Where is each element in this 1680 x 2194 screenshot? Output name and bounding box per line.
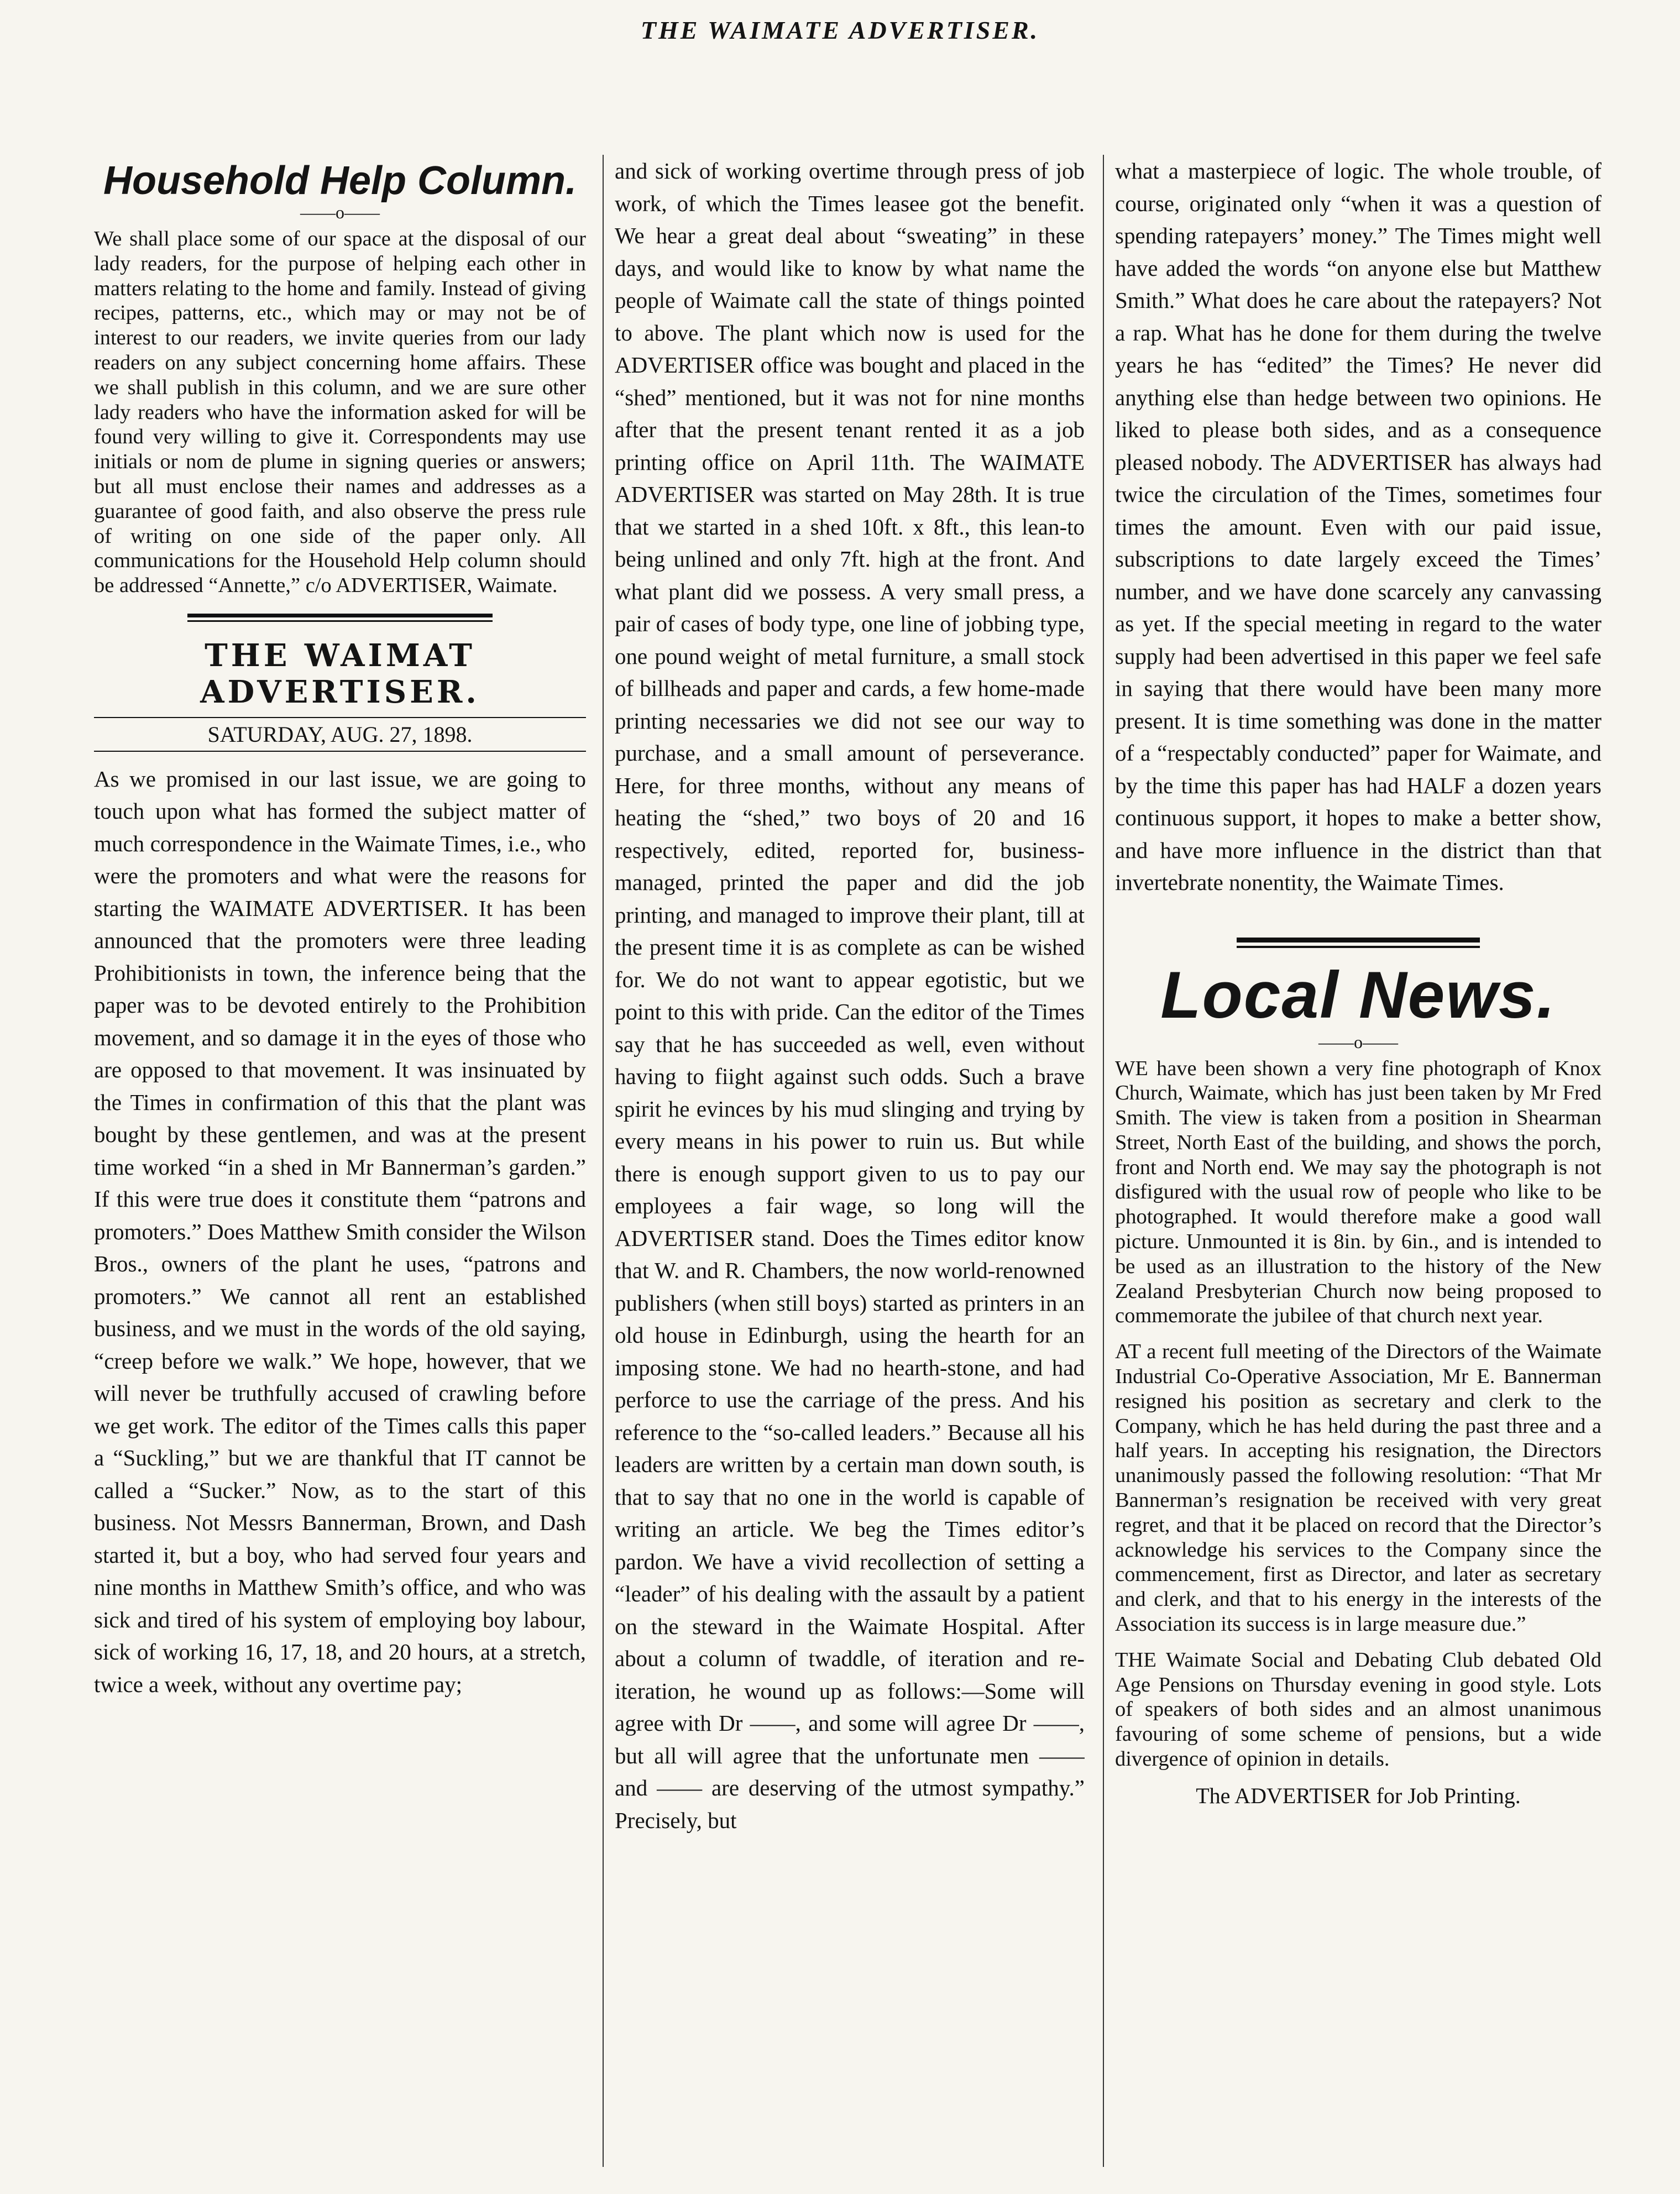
editorial-col-1: As we promised in our last issue, we are going to touch upon what has formed the subject matter of much correspondence in the Waimate Times, i.e., who were the promoters and what were the reasons for starting the WAIMATE ADVERTISER. It has been announced that the promoters were three leading Prohibitionists in town, the inference being that the paper was to be devoted entirely to the Prohibition movement, and so damage it in the eyes of those who are opposed to that movement. It was insinuated by the Times in confirmation of this that the plant was bought by these gentlemen, and was at the present time worked “in a shed in Mr Bannerman’s garden.” If this were true does it constitute them “patrons and promoters.” Does Matthew Smith consider the Wilson Bros., owners of the plant he uses, “patrons and promoters.” We cannot all rent an established business, and we must in the words of the old saying, “creep before we walk.” We hope, however, that we will never be truthfully accused of crawling before we get work. The editor of the Times calls this paper a “Suckling,” but we are thankful that IT cannot be called a “Sucker.” Now, as to the start of this business. Not Messrs Bannerman, Brown, and Dash started it, but a boy, who had served four years and nine months in Matthew Smith’s office, and who was sick and tired of his system of employing boy labour, sick of working 16, 17, 18, and 20 hours, at a stretch, twice a week, without any overtime pay; (94, 766, 586, 1697)
masthead: THE WAIMAT ADVERTISER. (200, 637, 480, 710)
section-divider: ——o—— (1318, 1031, 1398, 1052)
editorial-col-3: what a masterpiece of logic. The whole trouble, of course, originated only “when it was a question of spending ratepayers’ money.” The Times might well have added the words “on anyone else but Matthew Smith.” What does he care about the ratepayers? Not a rap. What has he done for them during the twelve years he has “edited” the Times? He never did anything else than hedge between two opinions. He liked to please both sides, and as a consequence pleased nobody. The ADVERTISER has always had twice the circulation of the Times, sometimes four times the amount. Even with our paid issue, subscriptions to date largely exceed the Times’ number, and we have done scarcely any canvassing as yet. If the special meeting in regard to the water supply had been advertised in this paper we feel safe in saying that there would have been many more present. It is time something was done in the matter of a “respectably conducted” paper for Waimate, and by the time this paper has had HALF a dozen years continuous support, it hopes to make a better show, and have more influence in the district than that invertebrate nonentity, the Waimate Times. (1115, 158, 1602, 895)
column-3 (1103, 155, 1602, 2167)
news-item: WE have been shown a very fine photograph of Knox Church, Waimate, which has just been taken by Mr Fred Smith. The view is taken from a position in Shearman Street, North East of the building, and shows the porch, front and North end. We may say the photograph is not disfigured with the usual row of people who like to be photographed. It would therefore make a good wall picture. Unmounted it is 8in. by 6in., and is intended to be used as an illustration to the history of the New Zealand Presbyterian Church now being proposed to commemorate the jubilee of that church next year. (1115, 1056, 1602, 1328)
column-2 (603, 155, 1085, 2167)
local-news-title: Local News. (1160, 957, 1556, 1032)
household-help-title: Household Help Column. (103, 159, 577, 203)
double-rule (1237, 938, 1480, 948)
news-item: THE Waimate Social and Debating Club debated Old Age Pensions on Thursday evening in good style. Lots of speakers of both sides and an almost unanimous favouring of some scheme of pensions, but a wide divergence of opinion in details. (1115, 1648, 1602, 1771)
editorial-col-2: and sick of working overtime through press of job work, of which the Times leasee got the benefit. We hear a great deal about “sweating” in these days, and would like to know by what name the people of Waimate call the state of things pointed to above. The plant which now is used for the ADVERTISER office was bought and placed in the “shed” mentioned, but it was not for nine months after that the present tenant rented it as a job printing office on April 11th. The WAIMATE ADVERTISER was started on May 28th. It is true that we started in a shed 10ft. x 8ft., this lean-to being unlined and only 7ft. high at the front. And what plant did we possess. A very small press, a pair of cases of body type, one line of jobbing type, one pound weight of metal furniture, a small stock of billheads and paper and cards, a few home-made printing necessaries we did not see our way to purchase, and a small amount of perseverance. Here, for three months, without any means of heating the “shed,” two boys of 20 and 16 respectively, edited, reported for, business-managed, printed the paper and did the job printing, and managed to improve their plant, till at the present time it is as complete as can be wished for. We do not want to appear egotistic, but we point to this with pride. Can the editor of the Times say that he has succeeded as well, even without having to fiight against such odds. Such a brave spirit he evinces by his mud slinging and trying by every means in his power to ruin us. But while there is enough support given to us to pay our employees a fair wage, so long will the ADVERTISER stand. Does the Times editor know that W. and R. Chambers, the now world-renowned publishers (when still boys) started as printers in an old house in Edinburgh, using the hearth for an imposing stone. We had no hearth-stone, and had perforce to use the carriage of the press. And his reference to the “so-called leaders.” Because all his leaders are written by a certain man down south, is that to say that no one in the world is capable of writing an article. We beg the Times editor’s pardon. We have a vivid recollection of setting a “leader” of his dealing with the assault by a patient on the steward in the Waimate Hospital. After about a column of twaddle, of iteration and re-iteration, he wound up as follows:—Some will agree with Dr ——, and some will agree Dr ——, but all will agree that the unfortunate men —— and —— are deserving of the utmost sympathy.” Precisely, but (615, 158, 1085, 1833)
news-item: AT a recent full meeting of the Directors of the Waimate Industrial Co-Operative Association, Mr E. Bannerman resigned his position as secretary and clerk to the Company, which he has held during the past three and a half years. In accepting his resignation, the Directors unanimously passed the following resolution: “That Mr Bannerman’s resignation be received with very great regret, and that it be placed on record that the Director’s acknowledge his services to the Company since the commencement, first as Director, and later as secretary and clerk, and that to his energy in the interests of the Association its success is in large measure due.” (1115, 1340, 1602, 1636)
household-help-body: We shall place some of our space at the disposal of our lady readers, for the purpose of helping each other in matters relating to the home and family. Instead of giving recipes, patterns, etc., which may or may not be of interest to our readers, we invite queries from our lady readers on any subject concerning home affairs. These we shall publish in this column, and we are sure other lady readers who have the information asked for will be found very willing to give it. Correspondents may use initials or nom de plume in signing queries or answers; but all must enclose their names and addresses as a guarantee of good faith, and also observe the press rule of writing on one side of the paper only. All communications for the Household Help column should be addressed “Annette,” c/o ADVERTISER, Waimate. (94, 227, 586, 598)
double-rule (187, 614, 493, 622)
column-1 (94, 155, 586, 2167)
section-divider: ——o—— (300, 202, 380, 222)
dateline: SATURDAY, AUG. 27, 1898. (94, 717, 586, 752)
running-head: THE WAIMATE ADVERTISER. (640, 16, 1040, 44)
job-printing-line: The ADVERTISER for Job Printing. (1196, 1783, 1521, 1808)
